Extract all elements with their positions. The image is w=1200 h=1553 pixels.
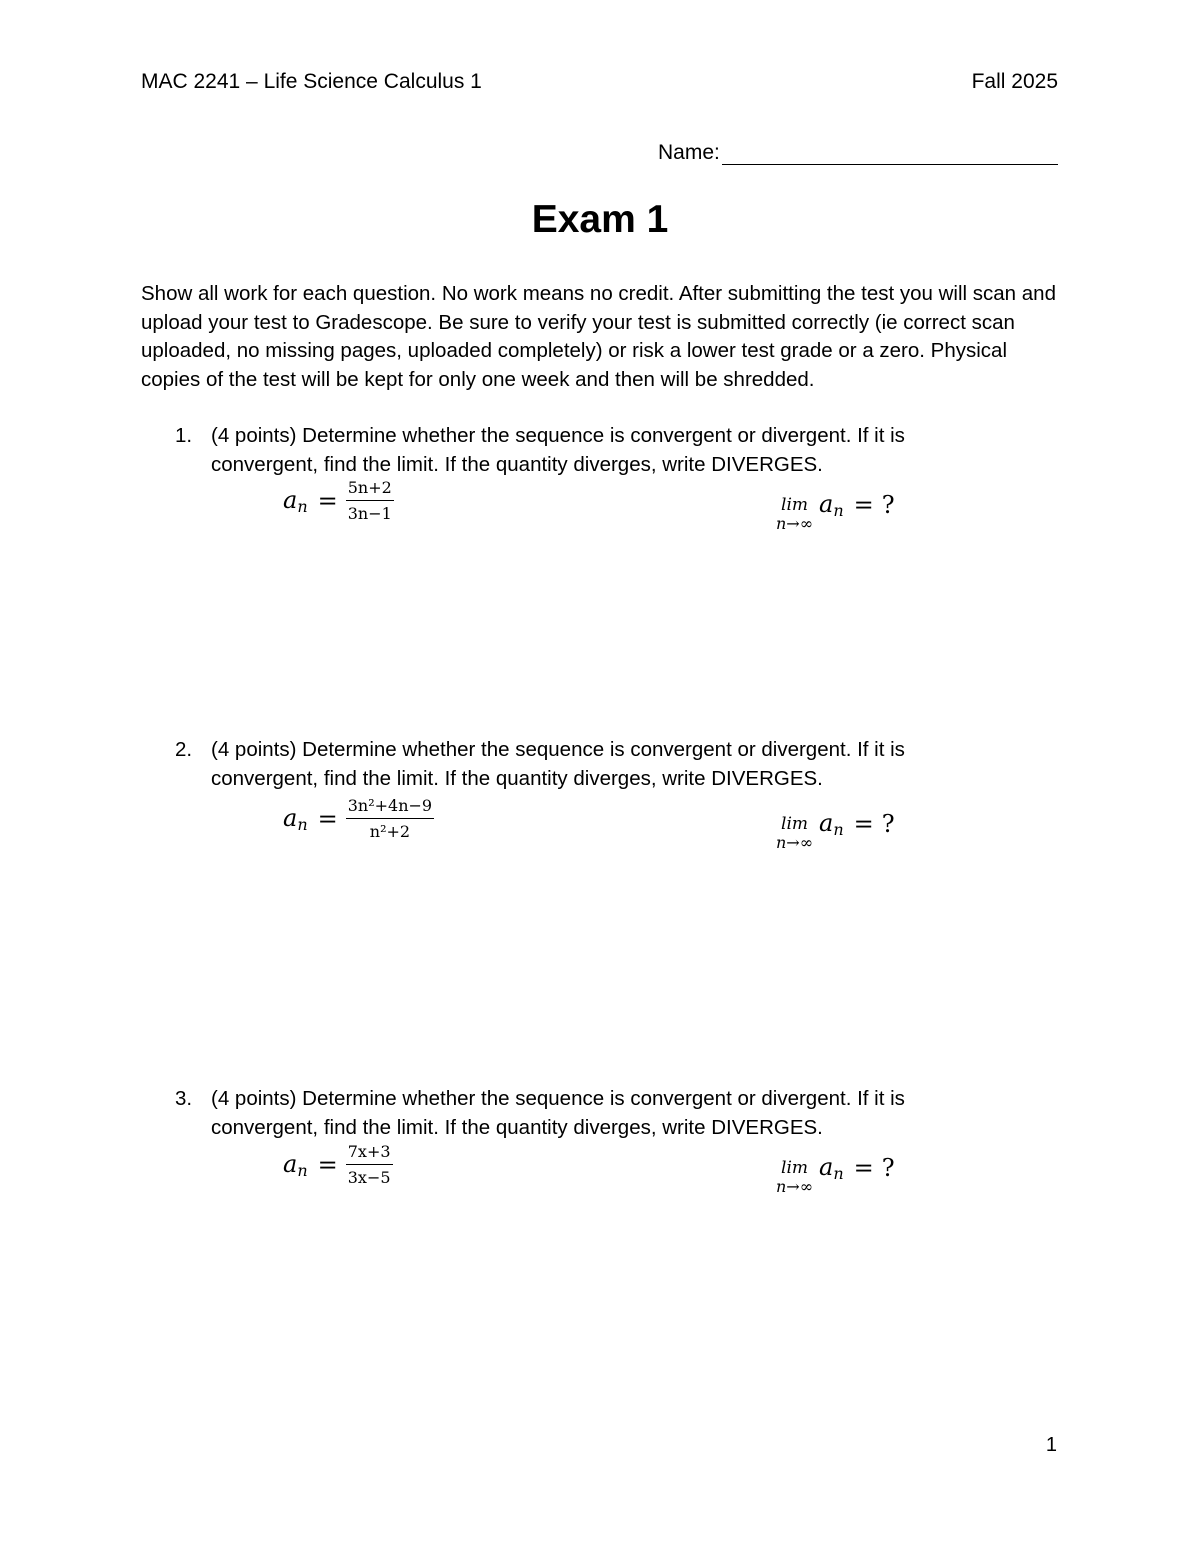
limit-expression-3: lim n→∞ $a_n$ = ? (776, 1153, 895, 1196)
limit-result: ? (881, 810, 895, 838)
lim-word: lim (781, 814, 809, 834)
question-text: (4 points) Determine whether the sequence is convergent or divergent. If it is convergent, find the limit. If the quantity diverges, write DIVERGES. (211, 1087, 905, 1139)
course-header: MAC 2241 – Life Science Calculus 1 (141, 70, 482, 93)
sequence-term: $a_n$ (283, 485, 308, 516)
instructions: Show all work for each question. No work means no credit. After submitting the test you will scan and upload your test to Gradescope. Be sure to verify your test is submitted correctly (ie correct scan uploaded, no missing pages, uploaded completely) or risk a lower test grade or a zero. Physical copies of the test will be kept for only one week and then will be shredded. (141, 282, 1056, 391)
sequence-formula-2 (283, 796, 434, 841)
name-blank-line (722, 142, 1058, 165)
question-text: (4 points) Determine whether the sequence is convergent or divergent. If it is convergent, find the limit. If the quantity diverges, write DIVERGES. (211, 738, 905, 790)
equals-sign: = (317, 486, 338, 515)
numerator: 3n²+4n−9 (346, 796, 434, 819)
numerator: 7x+3 (346, 1142, 393, 1165)
sequence-term: $a_n$ (283, 803, 308, 834)
equals-sign: = (317, 1150, 338, 1179)
sequence-formula-1 (283, 478, 394, 523)
page-number: 1 (1045, 1434, 1057, 1456)
lim-word: lim (781, 495, 809, 515)
denominator: n²+2 (369, 822, 411, 841)
equals-sign: = (317, 804, 338, 833)
lim-subscript: n→∞ (776, 1177, 814, 1196)
denominator: 3x−5 (347, 1168, 391, 1187)
question-2 (175, 736, 975, 793)
sequence-term: $a_n$ (283, 1149, 308, 1180)
question-number: 2. (175, 738, 193, 761)
question-3 (175, 1085, 975, 1142)
limit-expression-1: lim n→∞ $a_n$ = ? (776, 490, 895, 533)
question-number: 1. (175, 424, 193, 447)
limit-expression-2: lim n→∞ $a_n$ = ? (776, 809, 895, 852)
limit-result: ? (881, 1154, 895, 1182)
fraction (346, 796, 434, 841)
term-header: Fall 2025 (971, 70, 1058, 93)
lim-word: lim (781, 1158, 809, 1178)
lim-subscript: n→∞ (776, 833, 814, 852)
numerator: 5n+2 (346, 478, 394, 501)
name-label: Name: (658, 141, 720, 164)
question-1 (175, 422, 975, 479)
question-number: 3. (175, 1087, 193, 1110)
denominator: 3n−1 (347, 504, 392, 523)
exam-title: Exam 1 (531, 198, 669, 241)
question-text: (4 points) Determine whether the sequence is convergent or divergent. If it is convergent, find the limit. If the quantity diverges, write DIVERGES. (211, 424, 905, 476)
lim-subscript: n→∞ (776, 514, 814, 533)
fraction (346, 1142, 393, 1187)
sequence-formula-3 (283, 1142, 393, 1187)
limit-result: ? (881, 491, 895, 519)
fraction (346, 478, 394, 523)
name-field (658, 141, 1058, 165)
